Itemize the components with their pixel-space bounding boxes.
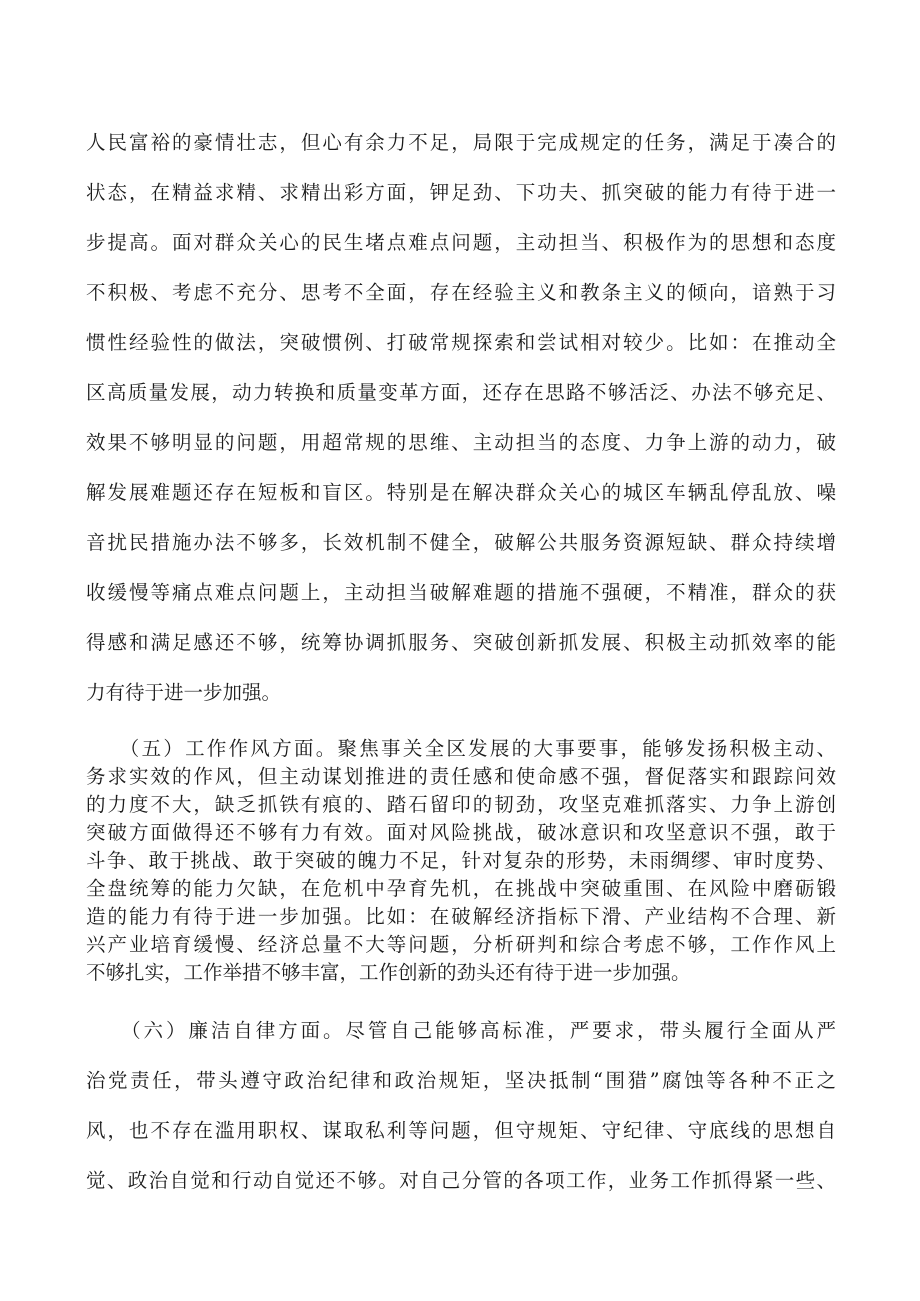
- text-line: 状态，在精益求精、求精出彩方面，钾足劲、下功夫、抓突破的能力有待于进一: [86, 181, 836, 204]
- text-line: 不够扎实，工作举措不够丰富，工作创新的劲头还有待于进一步加强。: [86, 961, 691, 984]
- text-line: （五）工作作风方面。聚焦事关全区发展的大事要事，能够发扬积极主动、: [86, 737, 836, 760]
- text-line: 区高质量发展，动力转换和质量变革方面，还存在思路不够活泛、办法不够充足、: [86, 381, 836, 404]
- text-line: 解发展难题还存在短板和盲区。特别是在解决群众关心的城区车辆乱停乱放、噪: [86, 481, 836, 504]
- text-line: 不积极、考虑不充分、思考不全面，存在经验主义和教条主义的倾向，谙熟于习: [86, 281, 836, 304]
- text-line: 效果不够明显的问题，用超常规的思维、主动担当的态度、力争上游的动力，破: [86, 431, 836, 454]
- text-line: 兴产业培育缓慢、经济总量不大等问题，分析研判和综合考虑不够，工作作风上: [86, 933, 836, 956]
- text-line: 力有待于进一步加强。: [86, 681, 282, 704]
- text-line: 觉、政治自觉和行动自觉还不够。对自己分管的各项工作，业务工作抓得紧一些、: [86, 1169, 836, 1192]
- text-line: 务求实效的作风，但主动谋划推进的责任感和使命感不强，督促落实和跟踪问效: [86, 765, 836, 788]
- text-line: 步提高。面对群众关心的民生堵点难点问题，主动担当、积极作为的思想和态度: [86, 231, 836, 254]
- text-line: 造的能力有待于进一步加强。比如：在破解经济指标下滑、产业结构不合理、新: [86, 905, 836, 928]
- text-line: 的力度不大，缺乏抓铁有痕的、踏石留印的韧劲，攻坚克难抓落实、力争上游创: [86, 793, 836, 816]
- text-line: 人民富裕的豪情壮志，但心有余力不足，局限于完成规定的任务，满足于凑合的: [86, 131, 836, 154]
- text-line: 惯性经验性的做法，突破惯例、打破常规探索和尝试相对较少。比如：在推动全: [86, 331, 836, 354]
- text-line: （六）廉洁自律方面。尽管自己能够高标准，严要求，带头履行全面从严: [86, 1019, 836, 1042]
- text-line: 风，也不存在滥用职权、谋取私利等问题，但守规矩、守纪律、守底线的思想自: [86, 1119, 836, 1142]
- text-line: 突破方面做得还不够有力有效。面对风险挑战，破冰意识和攻坚意识不强，敢于: [86, 821, 836, 844]
- text-line: 音扰民措施办法不够多，长效机制不健全，破解公共服务资源短缺、群众持续增: [86, 531, 836, 554]
- text-line: 斗争、敢于挑战、敢于突破的魄力不足，针对复杂的形势，未雨绸缪、审时度势、: [86, 849, 836, 872]
- text-line: 治党责任，带头遵守政治纪律和政治规矩，坚决抵制“围猎”腐蚀等各种不正之: [86, 1069, 836, 1092]
- text-line: 全盘统筹的能力欠缺，在危机中孕育先机，在挑战中突破重围、在风险中磨砺锻: [86, 877, 836, 900]
- text-line: 收缓慢等痛点难点问题上，主动担当破解难题的措施不强硬，不精准，群众的获: [86, 581, 836, 604]
- text-line: 得感和满足感还不够，统筹协调抓服务、突破创新抓发展、积极主动抓效率的能: [86, 631, 836, 654]
